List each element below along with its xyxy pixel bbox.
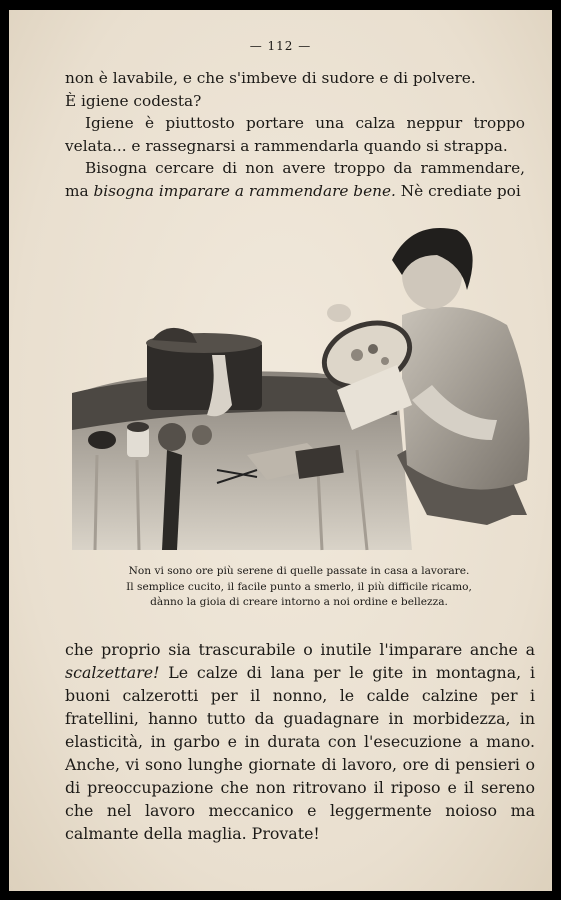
paragraph bbox=[65, 638, 535, 845]
caption-line: Il semplice cucito, il facile punto a smerlo, il più difficile ricamo, bbox=[126, 580, 472, 593]
book-page bbox=[9, 10, 552, 891]
page-number: — 112 — bbox=[249, 39, 312, 53]
paragraph bbox=[65, 157, 525, 202]
text-run: Nè crediate poi bbox=[395, 181, 521, 200]
yarn-ball bbox=[158, 423, 186, 451]
caption-line: Non vi sono ore più serene di quelle passate in casa a lavorare. bbox=[128, 565, 470, 577]
embroidery-illustration bbox=[67, 215, 532, 555]
text-run: che proprio sia trascurabile o inutile l'imparare anche a bbox=[65, 640, 535, 659]
italic-phrase: bisogna imparare a rammendare bene. bbox=[93, 181, 396, 200]
text-line: non è lavabile, e che s'imbeve di sudore e di polvere. bbox=[65, 69, 476, 87]
text-line: È igiene codesta? bbox=[65, 91, 202, 110]
italic-word: scalzettare! bbox=[65, 663, 160, 682]
top-paragraphs bbox=[65, 67, 525, 202]
paragraph: Igiene è piuttosto portare una calza neppur troppo velata... e rassegnarsi a rammendarla quando si strappa. bbox=[65, 114, 525, 155]
bottom-paragraph bbox=[65, 638, 535, 845]
illustration-caption bbox=[69, 564, 529, 611]
text-run: Le calze di lana per le gite in montagna, i buoni calzerotti per il nonno, le calde calzine per i fratellini, hanno tutto da guadagnare in morbidezza, in elasticità, in garbo e in durata con l'esecuzione a mano. Anche, vi sono lunghe giornate di lavoro, ore di pensieri o di preoccupazione che non ritrovano il riposo e il sereno che nel lavoro meccanico e leggermente noioso ma calmante della maglia. Provate! bbox=[65, 663, 535, 843]
caption-line: dànno la gioia di creare intorno a noi ordine e bellezza. bbox=[150, 596, 448, 608]
text-run: Bisogna cercare di non avere troppo da rammendare, ma bbox=[65, 159, 525, 200]
spool bbox=[88, 431, 116, 449]
